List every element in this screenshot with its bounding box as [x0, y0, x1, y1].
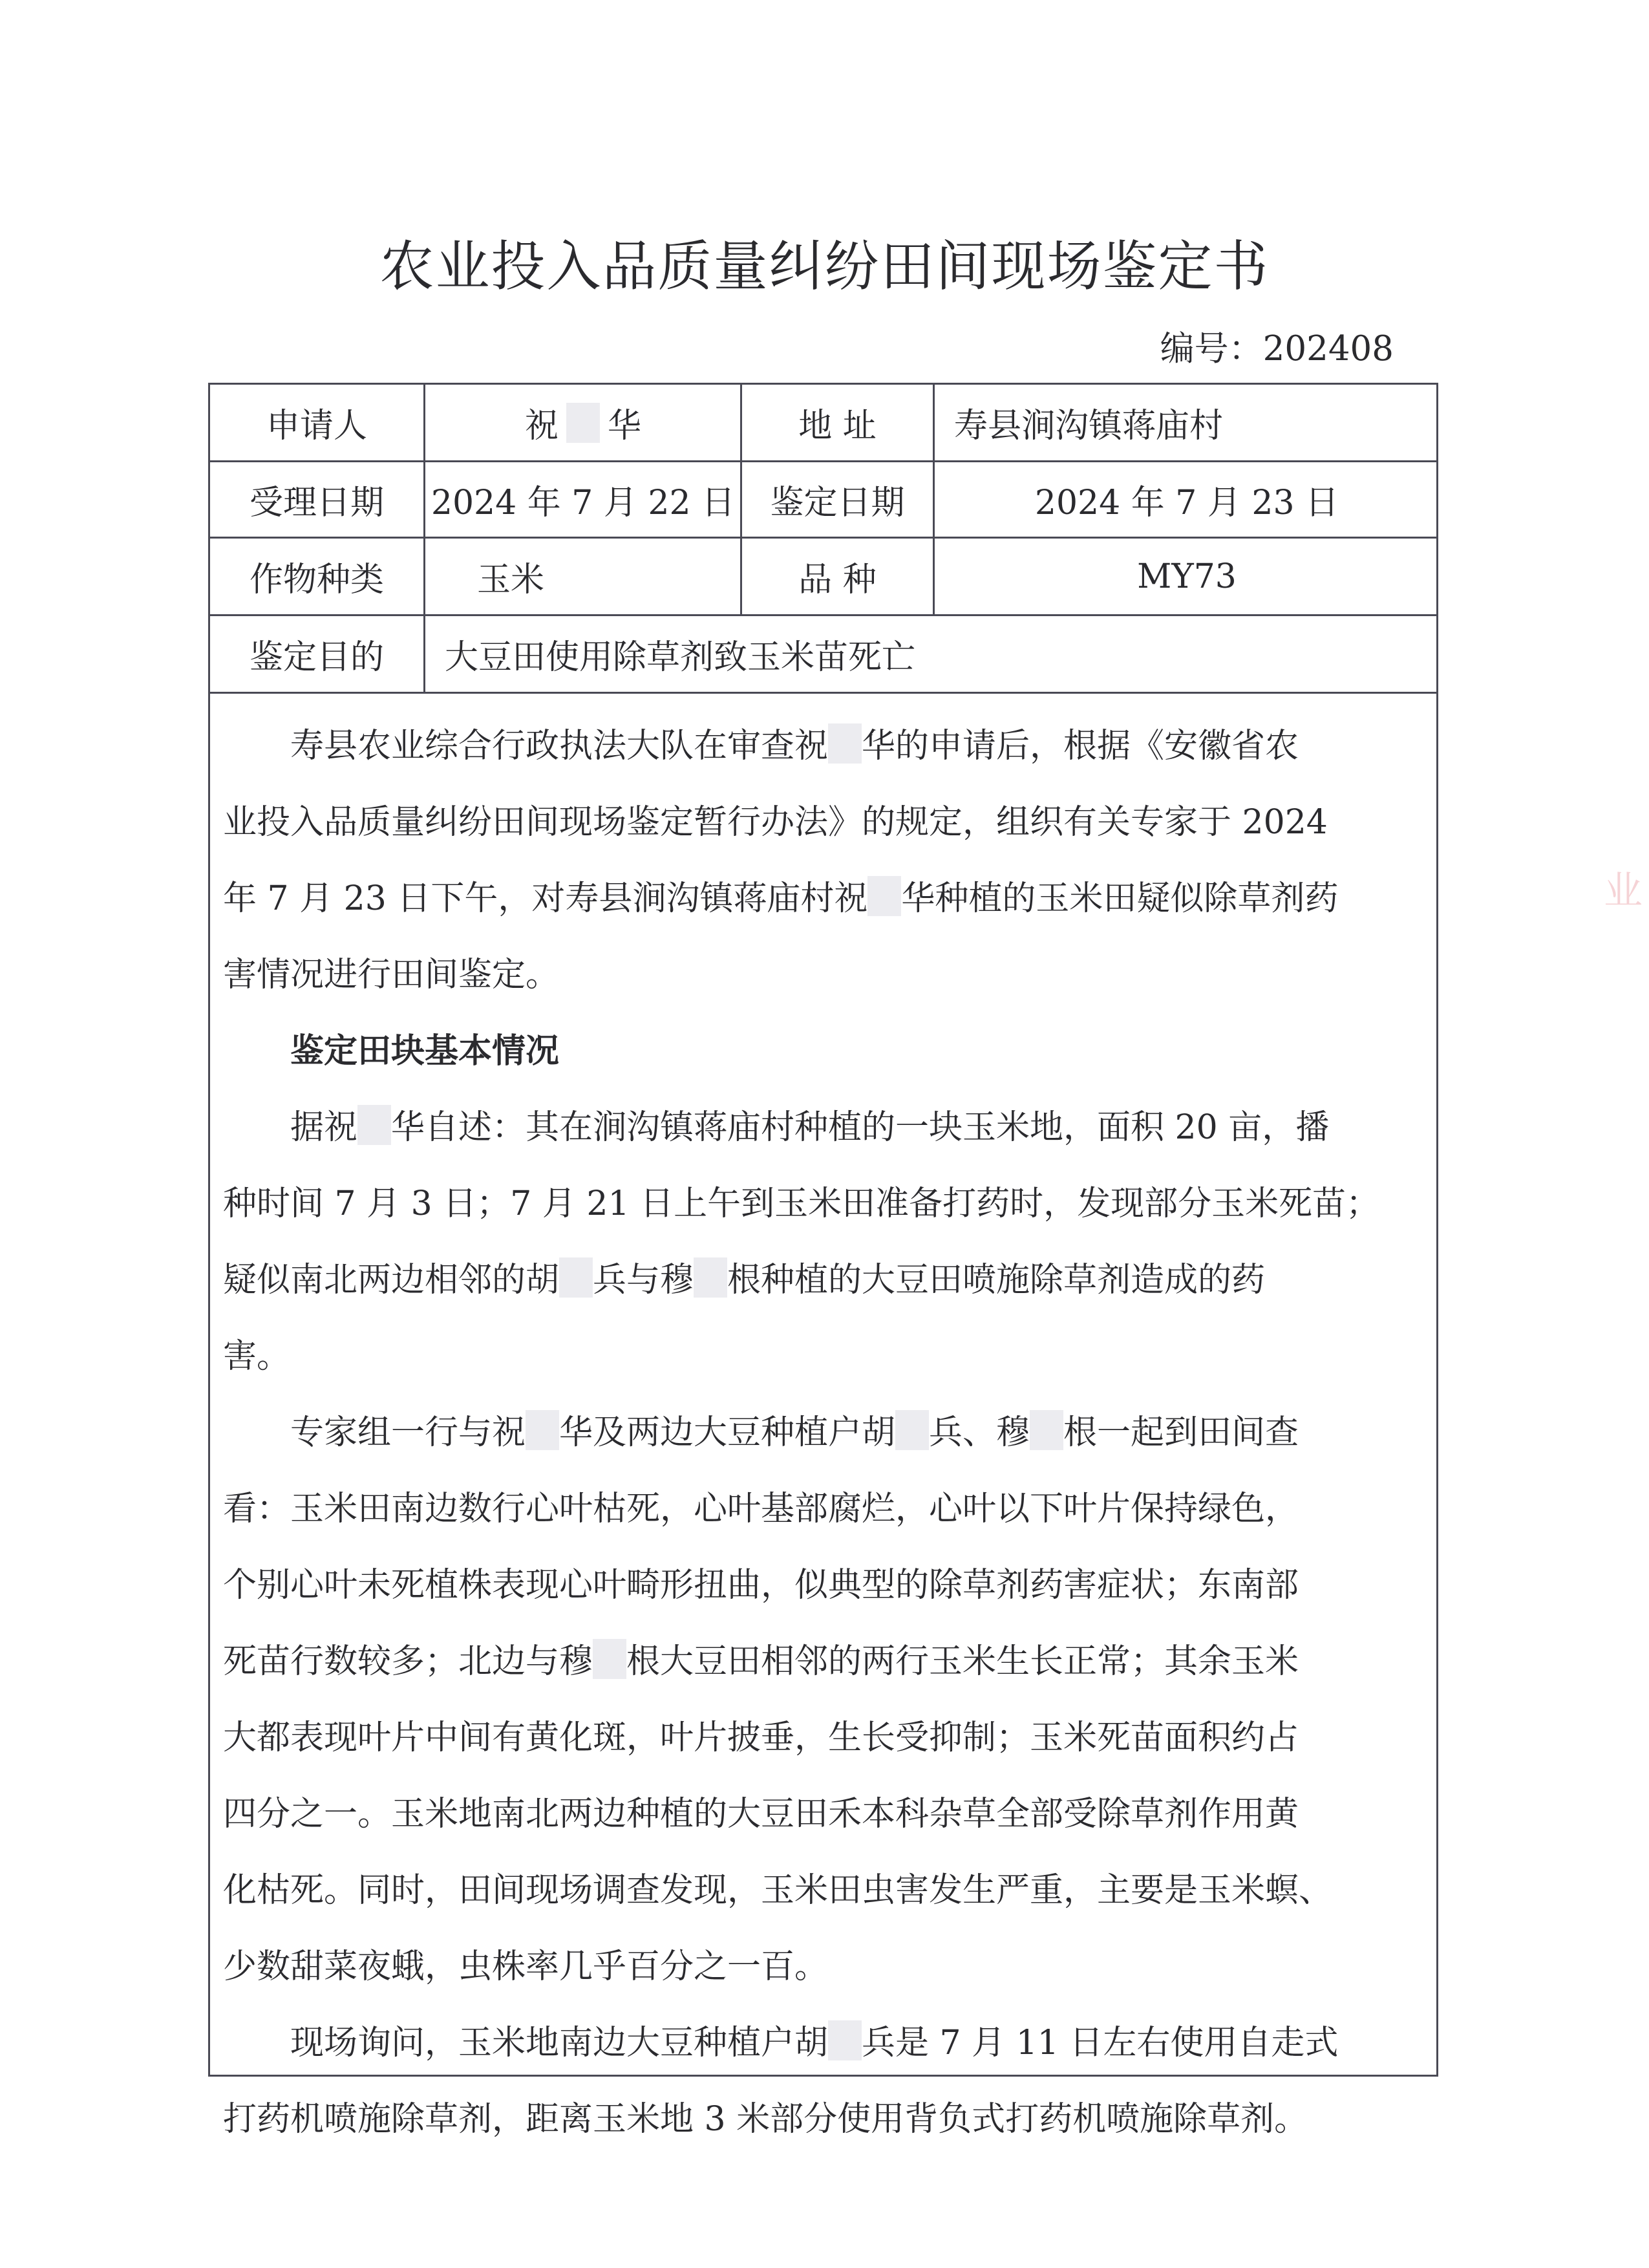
- row-applicant: [210, 385, 1436, 462]
- applicant-given: 华: [608, 407, 642, 445]
- redaction-mask: [566, 403, 600, 443]
- variety-value: MY73: [1137, 557, 1237, 596]
- stamp-edge-mark: 业: [1604, 868, 1643, 914]
- applicant-surname: 祝: [524, 407, 559, 445]
- paragraph-field-inspection: 专家组一行与祝 华及两边大豆种植户胡 兵、穆 根一起到田间查 看：玉米田南边数行心叶枯死，心叶基部腐烂，心叶以下叶片保持绿色， 个别心叶未死植株表现心叶畸形扭曲，似典型的除草剂药害症状；东南部 死苗行数较多；北边与穆 根大豆田相邻的两行玉米生长正常；其余玉米 大都表现叶片中间有黄化斑，叶片披垂，生长受抑制；玉米死苗面积约占 四分之一。玉米地南北两边种植的大豆田禾本科杂草全部受除草剂作用黄 化枯死。同时，田间现场调查发现，玉米田虫害发生严重，主要是玉米螟、 少数甜菜夜蛾，虫株率几乎百分之一百。: [223, 1395, 1421, 2005]
- paragraph-intro: 寿县农业综合行政执法大队在审查祝 华的申请后，根据《安徽省农 业投入品质量纠纷田间现场鉴定暂行办法》的规定，组织有关专家于 2024 年 7 月 23 日下午，对寿县涧沟镇蒋庙村祝 华种植的玉米田疑似除草剂药 害情况进行田间鉴定。: [223, 708, 1421, 1013]
- row-dates: [210, 462, 1436, 539]
- appraisal-body: [223, 708, 1421, 2157]
- crop-label: 作物种类: [249, 561, 384, 599]
- paragraph-inquiry: 现场询问，玉米地南边大豆种植户胡 兵是 7 月 11 日左右使用自走式 打药机喷施除草剂，距离玉米地 3 米部分使用背负式打药机喷施除草剂。: [223, 2005, 1421, 2157]
- row-purpose: [210, 616, 1436, 694]
- purpose-label: 鉴定目的: [249, 638, 384, 677]
- applicant-label: 申请人: [266, 407, 367, 445]
- row-crop: [210, 539, 1436, 616]
- purpose-value: 大豆田使用除草剂致玉米苗死亡: [445, 638, 916, 677]
- section-heading: 鉴定田块基本情况: [290, 1032, 560, 1071]
- document-title: 农业投入品质量纠纷田间现场鉴定书: [379, 235, 1270, 298]
- appraisal-date-label: 鉴定日期: [770, 484, 905, 522]
- appraisal-date-value: 2024 年 7 月 23 日: [1034, 484, 1339, 522]
- paragraph-statement: 据祝 华自述：其在涧沟镇蒋庙村种植的一块玉米地，面积 20 亩，播 种时间 7 月 3 日；7 月 21 日上午到玉米田准备打药时，发现部分玉米死苗； 疑似南北两边相邻的胡 兵与穆 根种植的大豆田喷施除草剂造成的药 害。: [223, 1089, 1421, 1395]
- accept-date-value: 2024 年 7 月 22 日: [431, 484, 736, 522]
- appraisal-form: [208, 383, 1438, 2139]
- address-value: 寿县涧沟镇蒋庙村: [954, 407, 1224, 445]
- applicant-value: [425, 385, 741, 460]
- accept-date-label: 受理日期: [249, 484, 384, 522]
- document-number: 编号：202408: [1160, 329, 1394, 369]
- address-label: 地 址: [798, 407, 877, 445]
- crop-value: 玉米: [477, 561, 545, 599]
- variety-label: 品 种: [798, 561, 877, 599]
